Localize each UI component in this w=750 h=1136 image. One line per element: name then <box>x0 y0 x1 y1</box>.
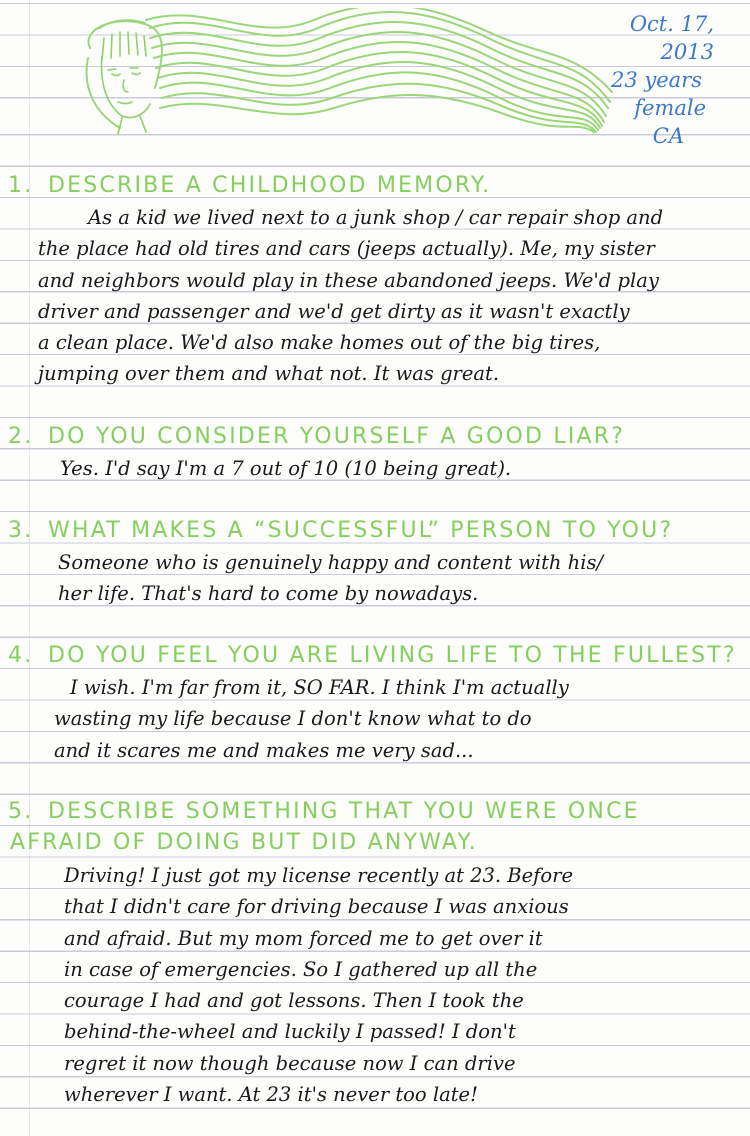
answer-3 <box>58 547 603 610</box>
answer-4-line: I wish. I'm far from it, SO FAR. I think I'm actually <box>70 676 569 699</box>
answer-5-line: behind-the-wheel and luckily I passed! I don't <box>64 1020 516 1044</box>
answer-3-line: Someone who is genuinely happy and content with his/ <box>58 551 604 574</box>
answer-5-line: that I didn't care for driving because I was anxious <box>64 895 569 919</box>
answer-1-line: and neighbors would play in these abandoned jeeps. We'd play <box>38 268 659 292</box>
answer-5-line: in case of emergencies. So I gathered up all the <box>64 957 538 981</box>
entry-details <box>588 10 728 150</box>
answer-2-line: Yes. I'd say I'm a 7 out of 10 (10 being great). <box>60 457 512 480</box>
answer-1-line: the place had old tires and cars (jeeps actually). Me, my sister <box>38 237 655 261</box>
question-4-number: 4. <box>8 643 34 668</box>
entry-location: CA <box>652 124 684 148</box>
answer-3-line: her life. That's hard to come by nowadays. <box>58 582 479 606</box>
question-5-number: 5. <box>8 799 34 824</box>
question-3 <box>8 515 730 546</box>
question-3-title: WHAT MAKES A “SUCCESSFUL” PERSON TO YOU? <box>48 518 674 543</box>
question-3-number: 3. <box>8 518 34 543</box>
answer-1 <box>38 202 663 390</box>
question-1-number: 1. <box>8 173 34 198</box>
question-5-title-line-2: AFRAID OF DOING BUT DID ANYWAY. <box>10 830 478 855</box>
question-1-title: DESCRIBE A CHILDHOOD MEMORY. <box>48 173 492 198</box>
entry-age: 23 years <box>610 68 702 92</box>
answer-4-line: and it scares me and makes me very sad... <box>54 738 474 762</box>
question-5-title: DESCRIBE SOMETHING THAT YOU WERE ONCE <box>48 799 640 824</box>
answer-4 <box>54 672 569 766</box>
question-2-title: DO YOU CONSIDER YOURSELF A GOOD LIAR? <box>48 424 626 449</box>
answer-5 <box>64 860 573 1110</box>
answer-1-line: driver and passenger and we'd get dirty as it wasn't exactly <box>38 299 630 323</box>
answer-5-line: Driving! I just got my license recently at 23. Before <box>64 864 573 887</box>
answer-2 <box>60 453 511 484</box>
girl-with-long-hair-drawing <box>60 8 620 138</box>
answer-1-line: jumping over them and what not. It was great. <box>38 362 500 386</box>
question-4-title: DO YOU FEEL YOU ARE LIVING LIFE TO THE FULLEST? <box>48 643 737 668</box>
question-2 <box>8 421 730 452</box>
question-2-number: 2. <box>8 424 34 449</box>
question-5 <box>8 796 730 858</box>
answer-5-line: and afraid. But my mom forced me to get over it <box>64 926 543 950</box>
answer-1-line: a clean place. We'd also make homes out of the big tires, <box>38 331 601 355</box>
answer-5-line: wherever I want. At 23 it's never too late! <box>64 1083 478 1107</box>
answer-4-line: wasting my life because I don't know what to do <box>54 707 532 731</box>
question-1 <box>8 170 730 201</box>
entry-date: Oct. 17, 2013 <box>629 12 714 64</box>
answer-1-line: As a kid we lived next to a junk shop / car repair shop and <box>88 206 664 229</box>
question-4 <box>8 640 737 671</box>
answer-5-line: regret it now though because now I can drive <box>64 1051 516 1075</box>
entry-gender: female <box>634 96 706 120</box>
answer-5-line: courage I had and got lessons. Then I took the <box>64 989 524 1013</box>
